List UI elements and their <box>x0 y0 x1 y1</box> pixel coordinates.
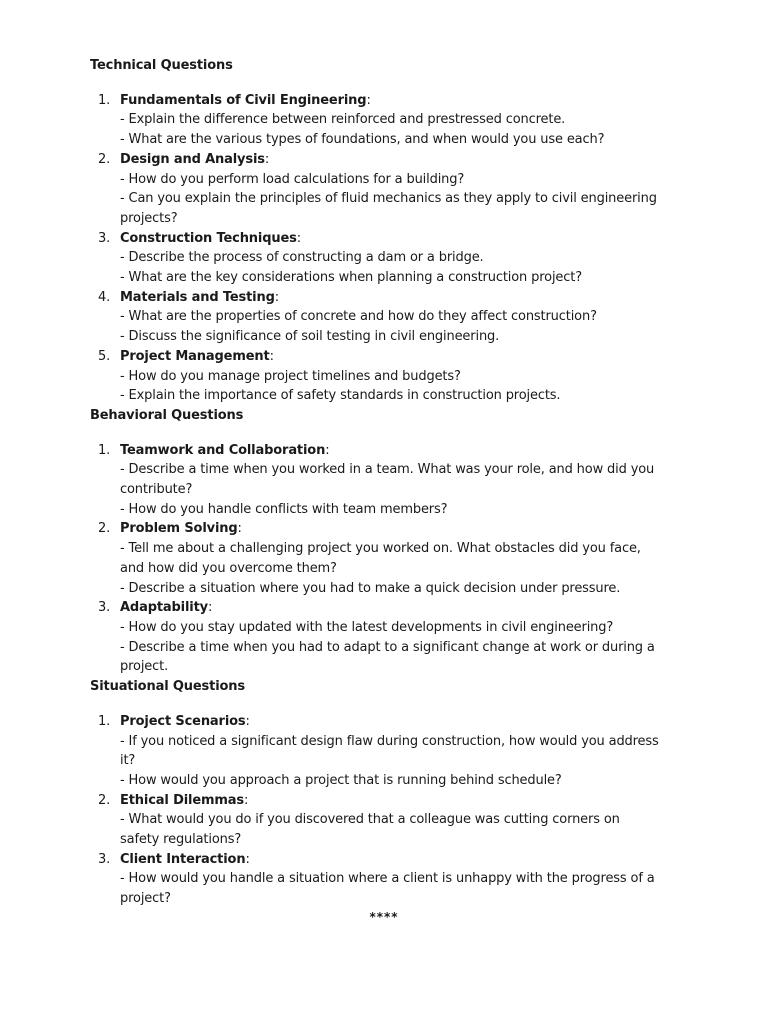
question-text: - Explain the difference between reinforced and prestressed concrete. <box>120 112 566 128</box>
question-text: - Discuss the significance of soil testing in civil engineering. <box>120 329 500 345</box>
topic-title: Problem Solving <box>120 521 238 537</box>
item-number: 1. <box>98 92 111 108</box>
topic-title: Ethical Dilemmas <box>120 792 244 808</box>
section-heading: Behavioral Questions <box>90 407 244 423</box>
list-item <box>90 288 660 347</box>
question-text: - How do you perform load calculations for a building? <box>120 171 465 187</box>
question-list <box>90 712 660 909</box>
list-item <box>90 91 660 150</box>
question-text: - Can you explain the principles of fluid mechanics as they apply to civil engineering projects? <box>120 191 657 226</box>
topic-title: Design and Analysis <box>120 151 265 167</box>
question-text: - Tell me about a challenging project you worked on. What obstacles did you face, and how did you overcome them? <box>120 541 641 576</box>
list-item <box>90 229 660 288</box>
question-text: - What are the various types of foundations, and when would you use each? <box>120 132 605 148</box>
item-number: 1. <box>98 713 111 729</box>
item-number: 3. <box>98 600 111 616</box>
section-technical <box>90 56 660 406</box>
topic-title: Fundamentals of Civil Engineering <box>120 92 367 108</box>
list-item <box>90 791 660 850</box>
topic-title: Teamwork and Collaboration <box>120 442 326 458</box>
question-list <box>90 91 660 406</box>
topic-title: Construction Techniques <box>120 230 297 246</box>
topic-title: Project Management <box>120 348 270 364</box>
document-body <box>90 56 660 909</box>
item-number: 3. <box>98 230 111 246</box>
section-situational <box>90 677 660 909</box>
topic-title: Client Interaction <box>120 851 246 867</box>
title-colon: : <box>269 348 274 364</box>
item-number: 1. <box>98 442 111 458</box>
item-number: 2. <box>98 151 111 167</box>
title-colon: : <box>237 521 242 537</box>
title-colon: : <box>366 92 371 108</box>
question-text: - How do you stay updated with the latest developments in civil engineering? <box>120 619 614 635</box>
item-number: 5. <box>98 348 111 364</box>
section-heading: Technical Questions <box>90 58 233 73</box>
end-of-document-mark: **** <box>369 910 399 924</box>
topic-title: Materials and Testing <box>120 289 275 305</box>
title-colon: : <box>244 792 249 808</box>
question-text: - How would you handle a situation where a client is unhappy with the progress of a project? <box>120 871 655 907</box>
list-item <box>90 598 660 677</box>
item-number: 4. <box>98 289 111 305</box>
question-list <box>90 441 660 677</box>
title-colon: : <box>274 289 279 305</box>
topic-title: Adaptability <box>120 600 208 616</box>
section-heading: Situational Questions <box>90 679 245 695</box>
question-text: - What are the key considerations when planning a construction project? <box>120 270 582 286</box>
list-item <box>90 150 660 229</box>
question-text: - How would you approach a project that is running behind schedule? <box>120 772 562 788</box>
topic-title: Project Scenarios <box>120 713 246 729</box>
list-item <box>90 347 660 406</box>
question-text: - Describe a time when you had to adapt to a significant change at work or during a project. <box>120 639 655 675</box>
item-number: 3. <box>98 851 111 867</box>
title-colon: : <box>264 151 270 167</box>
title-colon: : <box>296 230 301 246</box>
list-item <box>90 712 660 791</box>
item-number: 2. <box>98 792 111 808</box>
question-text: - Describe a time when you worked in a team. What was your role, and how did you contribute? <box>120 462 655 498</box>
question-text: - If you noticed a significant design flaw during construction, how would you address it? <box>120 733 659 769</box>
title-colon: : <box>245 713 250 729</box>
question-text: - Explain the importance of safety standards in construction projects. <box>120 388 561 404</box>
title-colon: : <box>325 442 330 458</box>
title-colon: : <box>208 600 213 616</box>
question-text: - Describe a situation where you had to make a quick decision under pressure. <box>120 580 621 596</box>
question-text: - What would you do if you discovered that a colleague was cutting corners on safety regulations? <box>120 812 620 848</box>
title-colon: : <box>245 851 250 867</box>
question-text: - How do you manage project timelines and budgets? <box>120 368 461 384</box>
list-item <box>90 850 660 909</box>
section-behavioral <box>90 406 660 677</box>
list-item <box>90 519 660 598</box>
list-item <box>90 441 660 520</box>
item-number: 2. <box>98 521 111 537</box>
question-text: - Describe the process of constructing a dam or a bridge. <box>120 250 484 266</box>
question-text: - What are the properties of concrete and how do they affect construction? <box>120 309 597 325</box>
question-text: - How do you handle conflicts with team members? <box>120 501 448 517</box>
